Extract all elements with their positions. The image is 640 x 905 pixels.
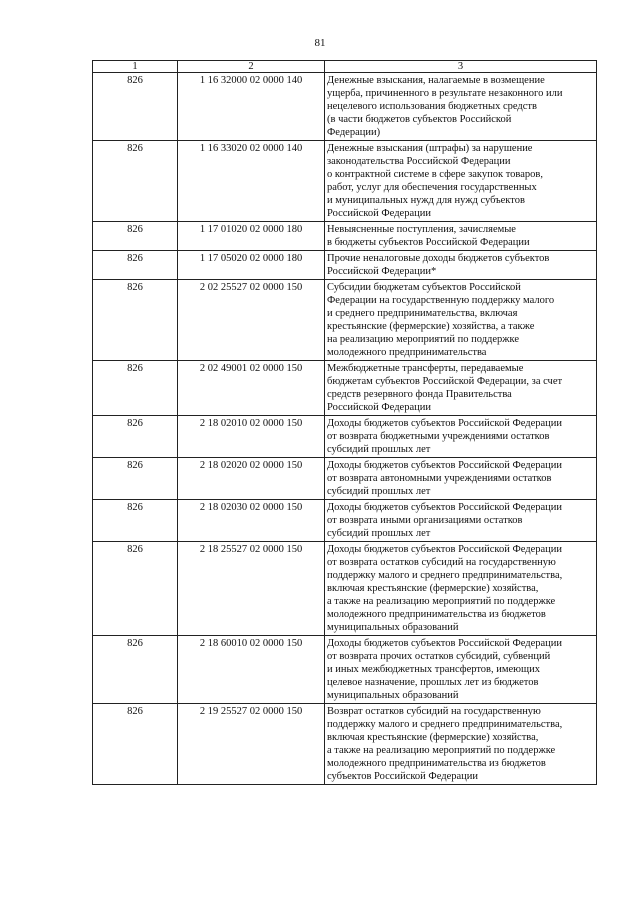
admin-code-cell: 826 (93, 416, 178, 458)
admin-code-cell: 826 (93, 500, 178, 542)
revenue-description-cell (325, 416, 597, 458)
description-line: а также на реализацию мероприятий по поддержке (327, 745, 556, 756)
table-row (93, 500, 597, 542)
description-line: субсидий прошлых лет (327, 444, 431, 455)
description-line: и иных межбюджетных трансфертов, имеющих (327, 664, 540, 675)
table-row (93, 222, 597, 251)
description-line: Денежные взыскания, налагаемые в возмещение (327, 75, 545, 86)
description-line: Доходы бюджетов субъектов Российской Федерации (327, 418, 563, 429)
admin-code-cell: 826 (93, 458, 178, 500)
budget-classification-code-cell: 2 02 49001 02 0000 150 (178, 361, 325, 416)
description-line: и муниципальных нужд для нужд субъектов (327, 195, 525, 206)
description-line: поддержку малого и среднего предпринимательства, (327, 570, 563, 581)
table-body (93, 73, 597, 785)
description-line: муниципальных образований (327, 690, 459, 701)
description-line: молодежного предпринимательства из бюджетов (327, 758, 546, 769)
description-line: Невыясненные поступления, зачисляемые (327, 224, 516, 235)
budget-classification-code-cell: 1 16 33020 02 0000 140 (178, 141, 325, 222)
admin-code-cell: 826 (93, 251, 178, 280)
budget-classification-code-cell: 2 02 25527 02 0000 150 (178, 280, 325, 361)
budget-classification-code-cell: 2 18 02010 02 0000 150 (178, 416, 325, 458)
description-line: нецелевого использования бюджетных средств (327, 101, 537, 112)
table-row (93, 416, 597, 458)
description-line: от возврата бюджетными учреждениями остатков (327, 431, 550, 442)
description-line: и среднего предпринимательства, включая (327, 308, 518, 319)
table-header-row (93, 61, 597, 73)
admin-code-cell: 826 (93, 636, 178, 704)
description-line: включая крестьянские (фермерские) хозяйства, (327, 732, 539, 743)
description-line: субъектов Российской Федерации (327, 771, 479, 782)
description-line: муниципальных образований (327, 622, 459, 633)
admin-code-cell: 826 (93, 141, 178, 222)
budget-classification-code-cell: 2 18 02020 02 0000 150 (178, 458, 325, 500)
revenue-description-cell (325, 361, 597, 416)
revenue-description-cell (325, 636, 597, 704)
budget-classification-code-cell: 1 16 32000 02 0000 140 (178, 73, 325, 141)
description-line: субсидий прошлых лет (327, 528, 431, 539)
description-line: Субсидии бюджетам субъектов Российской (327, 282, 521, 293)
revenue-description-cell (325, 458, 597, 500)
admin-code-cell: 826 (93, 73, 178, 141)
table-row (93, 141, 597, 222)
description-line: работ, услуг для обеспечения государственных (327, 182, 537, 193)
description-line: от возврата остатков субсидий на государственную (327, 557, 556, 568)
column-header-1: 1 (93, 61, 178, 73)
table-row (93, 251, 597, 280)
table-row (93, 458, 597, 500)
column-header-2: 2 (178, 61, 325, 73)
revenue-description-cell (325, 542, 597, 636)
description-line: поддержку малого и среднего предпринимательства, (327, 719, 563, 730)
revenue-description-cell (325, 500, 597, 542)
revenue-codes-table (92, 60, 597, 785)
description-line: от возврата автономными учреждениями остатков (327, 473, 552, 484)
table-row (93, 636, 597, 704)
description-line: Денежные взыскания (штрафы) за нарушение (327, 143, 533, 154)
description-line: Доходы бюджетов субъектов Российской Федерации (327, 502, 563, 513)
revenue-description-cell (325, 222, 597, 251)
description-line: субсидий прошлых лет (327, 486, 431, 497)
description-line: Возврат остатков субсидий на государственную (327, 706, 541, 717)
description-line: Доходы бюджетов субъектов Российской Федерации (327, 638, 563, 649)
budget-classification-code-cell: 2 19 25527 02 0000 150 (178, 704, 325, 785)
budget-classification-code-cell: 1 17 01020 02 0000 180 (178, 222, 325, 251)
revenue-description-cell (325, 704, 597, 785)
budget-classification-code-cell: 2 18 60010 02 0000 150 (178, 636, 325, 704)
description-line: Федерации на государственную поддержку малого (327, 295, 555, 306)
description-line: законодательства Российской Федерации (327, 156, 511, 167)
column-header-3: 3 (325, 61, 597, 73)
description-line: в бюджеты субъектов Российской Федерации (327, 237, 530, 248)
description-line: Российской Федерации* (327, 266, 437, 277)
table-row (93, 73, 597, 141)
description-line: крестьянские (фермерские) хозяйства, а также (327, 321, 535, 332)
admin-code-cell: 826 (93, 280, 178, 361)
budget-classification-code-cell: 2 18 25527 02 0000 150 (178, 542, 325, 636)
description-line: Прочие неналоговые доходы бюджетов субъектов (327, 253, 550, 264)
description-line: на реализацию мероприятий по поддержке (327, 334, 520, 345)
description-line: от возврата иными организациями остатков (327, 515, 523, 526)
description-line: ущерба, причиненного в результате незаконного или (327, 88, 563, 99)
description-line: молодежного предпринимательства из бюджетов (327, 609, 546, 620)
description-line: Федерации) (327, 127, 381, 138)
admin-code-cell: 826 (93, 361, 178, 416)
page-number: 81 (314, 37, 326, 49)
description-line: Доходы бюджетов субъектов Российской Федерации (327, 460, 563, 471)
table-row (93, 704, 597, 785)
description-line: молодежного предпринимательства (327, 347, 487, 358)
description-line: Российской Федерации (327, 208, 431, 219)
budget-classification-code-cell: 1 17 05020 02 0000 180 (178, 251, 325, 280)
admin-code-cell: 826 (93, 704, 178, 785)
description-line: включая крестьянские (фермерские) хозяйства, (327, 583, 539, 594)
admin-code-cell: 826 (93, 222, 178, 251)
description-line: целевое назначение, прошлых лет из бюджетов (327, 677, 539, 688)
description-line: от возврата прочих остатков субсидий, субвенций (327, 651, 551, 662)
description-line: о контрактной системе в сфере закупок товаров, (327, 169, 543, 180)
description-line: средств резервного фонда Правительства (327, 389, 512, 400)
description-line: Межбюджетные трансферты, передаваемые (327, 363, 524, 374)
revenue-description-cell (325, 73, 597, 141)
table-row (93, 361, 597, 416)
description-line: Российской Федерации (327, 402, 431, 413)
table-row (93, 542, 597, 636)
description-line: бюджетам субъектов Российской Федерации, за счет (327, 376, 563, 387)
budget-classification-code-cell: 2 18 02030 02 0000 150 (178, 500, 325, 542)
revenue-description-cell (325, 280, 597, 361)
admin-code-cell: 826 (93, 542, 178, 636)
table-row (93, 280, 597, 361)
description-line: Доходы бюджетов субъектов Российской Федерации (327, 544, 563, 555)
revenue-description-cell (325, 141, 597, 222)
description-line: (в части бюджетов субъектов Российской (327, 114, 512, 125)
description-line: а также на реализацию мероприятий по поддержке (327, 596, 556, 607)
revenue-description-cell (325, 251, 597, 280)
